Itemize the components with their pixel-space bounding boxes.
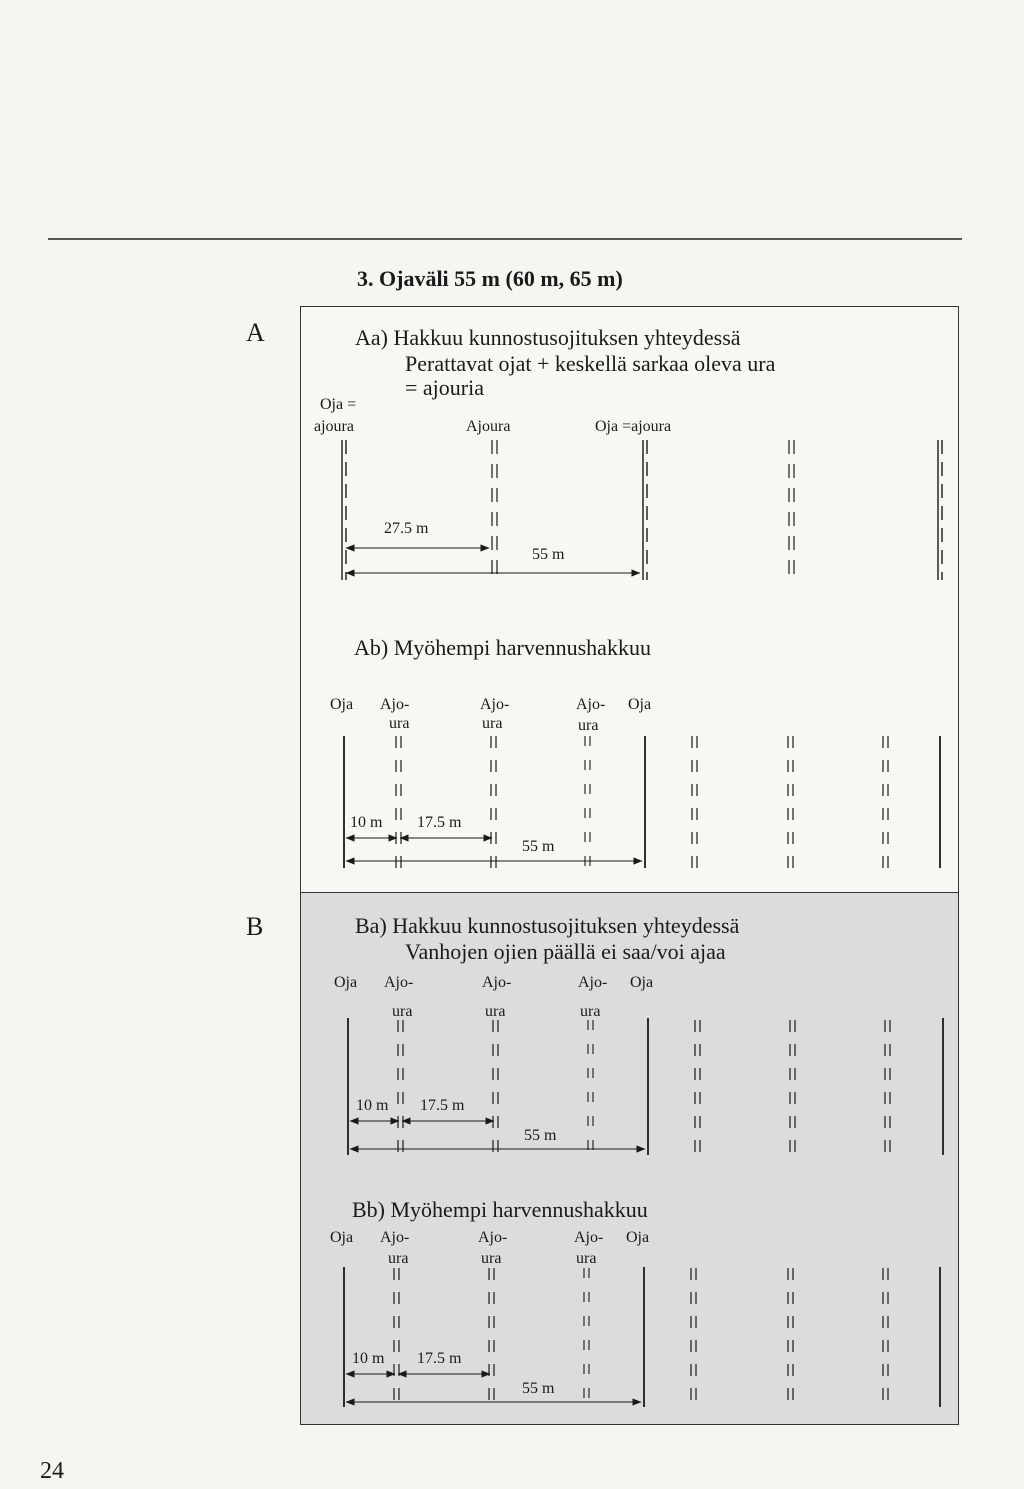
bb-dim-55: 55 m (522, 1380, 555, 1397)
ba-label-ajo-3: Ajo- (578, 974, 608, 991)
ba-label-oja-left: Oja (334, 974, 358, 991)
ba-heading-line2: Vanhojen ojien päällä ei saa/voi ajaa (405, 939, 726, 964)
ab-label-ura-2: ura (482, 715, 503, 732)
ba-dim-55: 55 m (524, 1127, 557, 1144)
ab-diagram (344, 736, 940, 868)
ba-label-ajo-2: Ajo- (482, 974, 512, 991)
ba-label-ajo-1: Ajo- (384, 974, 414, 991)
ab-label-oja-right: Oja (628, 696, 652, 713)
ab-label-ajo-1: Ajo- (380, 696, 410, 713)
bb-label-ajo-1: Ajo- (380, 1229, 410, 1246)
bb-label-ura-3: ura (576, 1250, 597, 1267)
aa-label-mid: Ajoura (466, 418, 511, 435)
ab-dim-175: 17.5 m (417, 814, 462, 831)
ba-diagram (348, 1018, 943, 1155)
ab-heading: Ab) Myöhempi harvennushakkuu (354, 635, 651, 660)
aa-heading-line1: Aa) Hakkuu kunnostusojituksen yhteydessä (355, 325, 741, 350)
bb-label-ajo-3: Ajo- (574, 1229, 604, 1246)
ab-dim-55: 55 m (522, 838, 555, 855)
ba-heading-line1: Ba) Hakkuu kunnostusojituksen yhteydessä (355, 913, 740, 938)
aa-heading-line2: Perattavat ojat + keskellä sarkaa oleva ura (405, 351, 776, 376)
bb-heading: Bb) Myöhempi harvennushakkuu (352, 1197, 648, 1222)
ab-label-ajo-3: Ajo- (576, 696, 606, 713)
bb-dim-175: 17.5 m (417, 1350, 462, 1367)
aa-heading-line3: = ajouria (405, 375, 484, 400)
aa-label-right: Oja =ajoura (595, 418, 672, 435)
bb-label-oja-left: Oja (330, 1229, 354, 1246)
aa-dim-half: 27.5 m (384, 520, 429, 537)
ab-label-ajo-2: Ajo- (480, 696, 510, 713)
section-b-letter: B (246, 912, 264, 941)
ab-label-ura-1: ura (389, 715, 410, 732)
ba-label-ura-3: ura (580, 1003, 601, 1020)
ba-label-ura-2: ura (485, 1003, 506, 1020)
page-number: 24 (40, 1458, 64, 1484)
bb-label-oja-right: Oja (626, 1229, 650, 1246)
ab-label-oja-left: Oja (330, 696, 354, 713)
bb-diagram (344, 1267, 940, 1407)
bb-label-ura-1: ura (388, 1250, 409, 1267)
aa-dim-full: 55 m (532, 546, 565, 563)
section-a-letter: A (246, 318, 265, 347)
ba-dim-175: 17.5 m (420, 1097, 465, 1114)
aa-label-left-2: ajoura (314, 418, 354, 435)
ba-label-ura-1: ura (392, 1003, 413, 1020)
page-title: 3. Ojaväli 55 m (60 m, 65 m) (357, 266, 623, 291)
aa-label-left-1: Oja = (320, 396, 357, 413)
ba-label-oja-right: Oja (630, 974, 654, 991)
bb-dim-10: 10 m (352, 1350, 385, 1367)
aa-diagram (342, 440, 942, 580)
ba-dim-10: 10 m (356, 1097, 389, 1114)
bb-label-ajo-2: Ajo- (478, 1229, 508, 1246)
ab-label-ura-3: ura (578, 717, 599, 734)
bb-label-ura-2: ura (481, 1250, 502, 1267)
ab-dim-10: 10 m (350, 814, 383, 831)
